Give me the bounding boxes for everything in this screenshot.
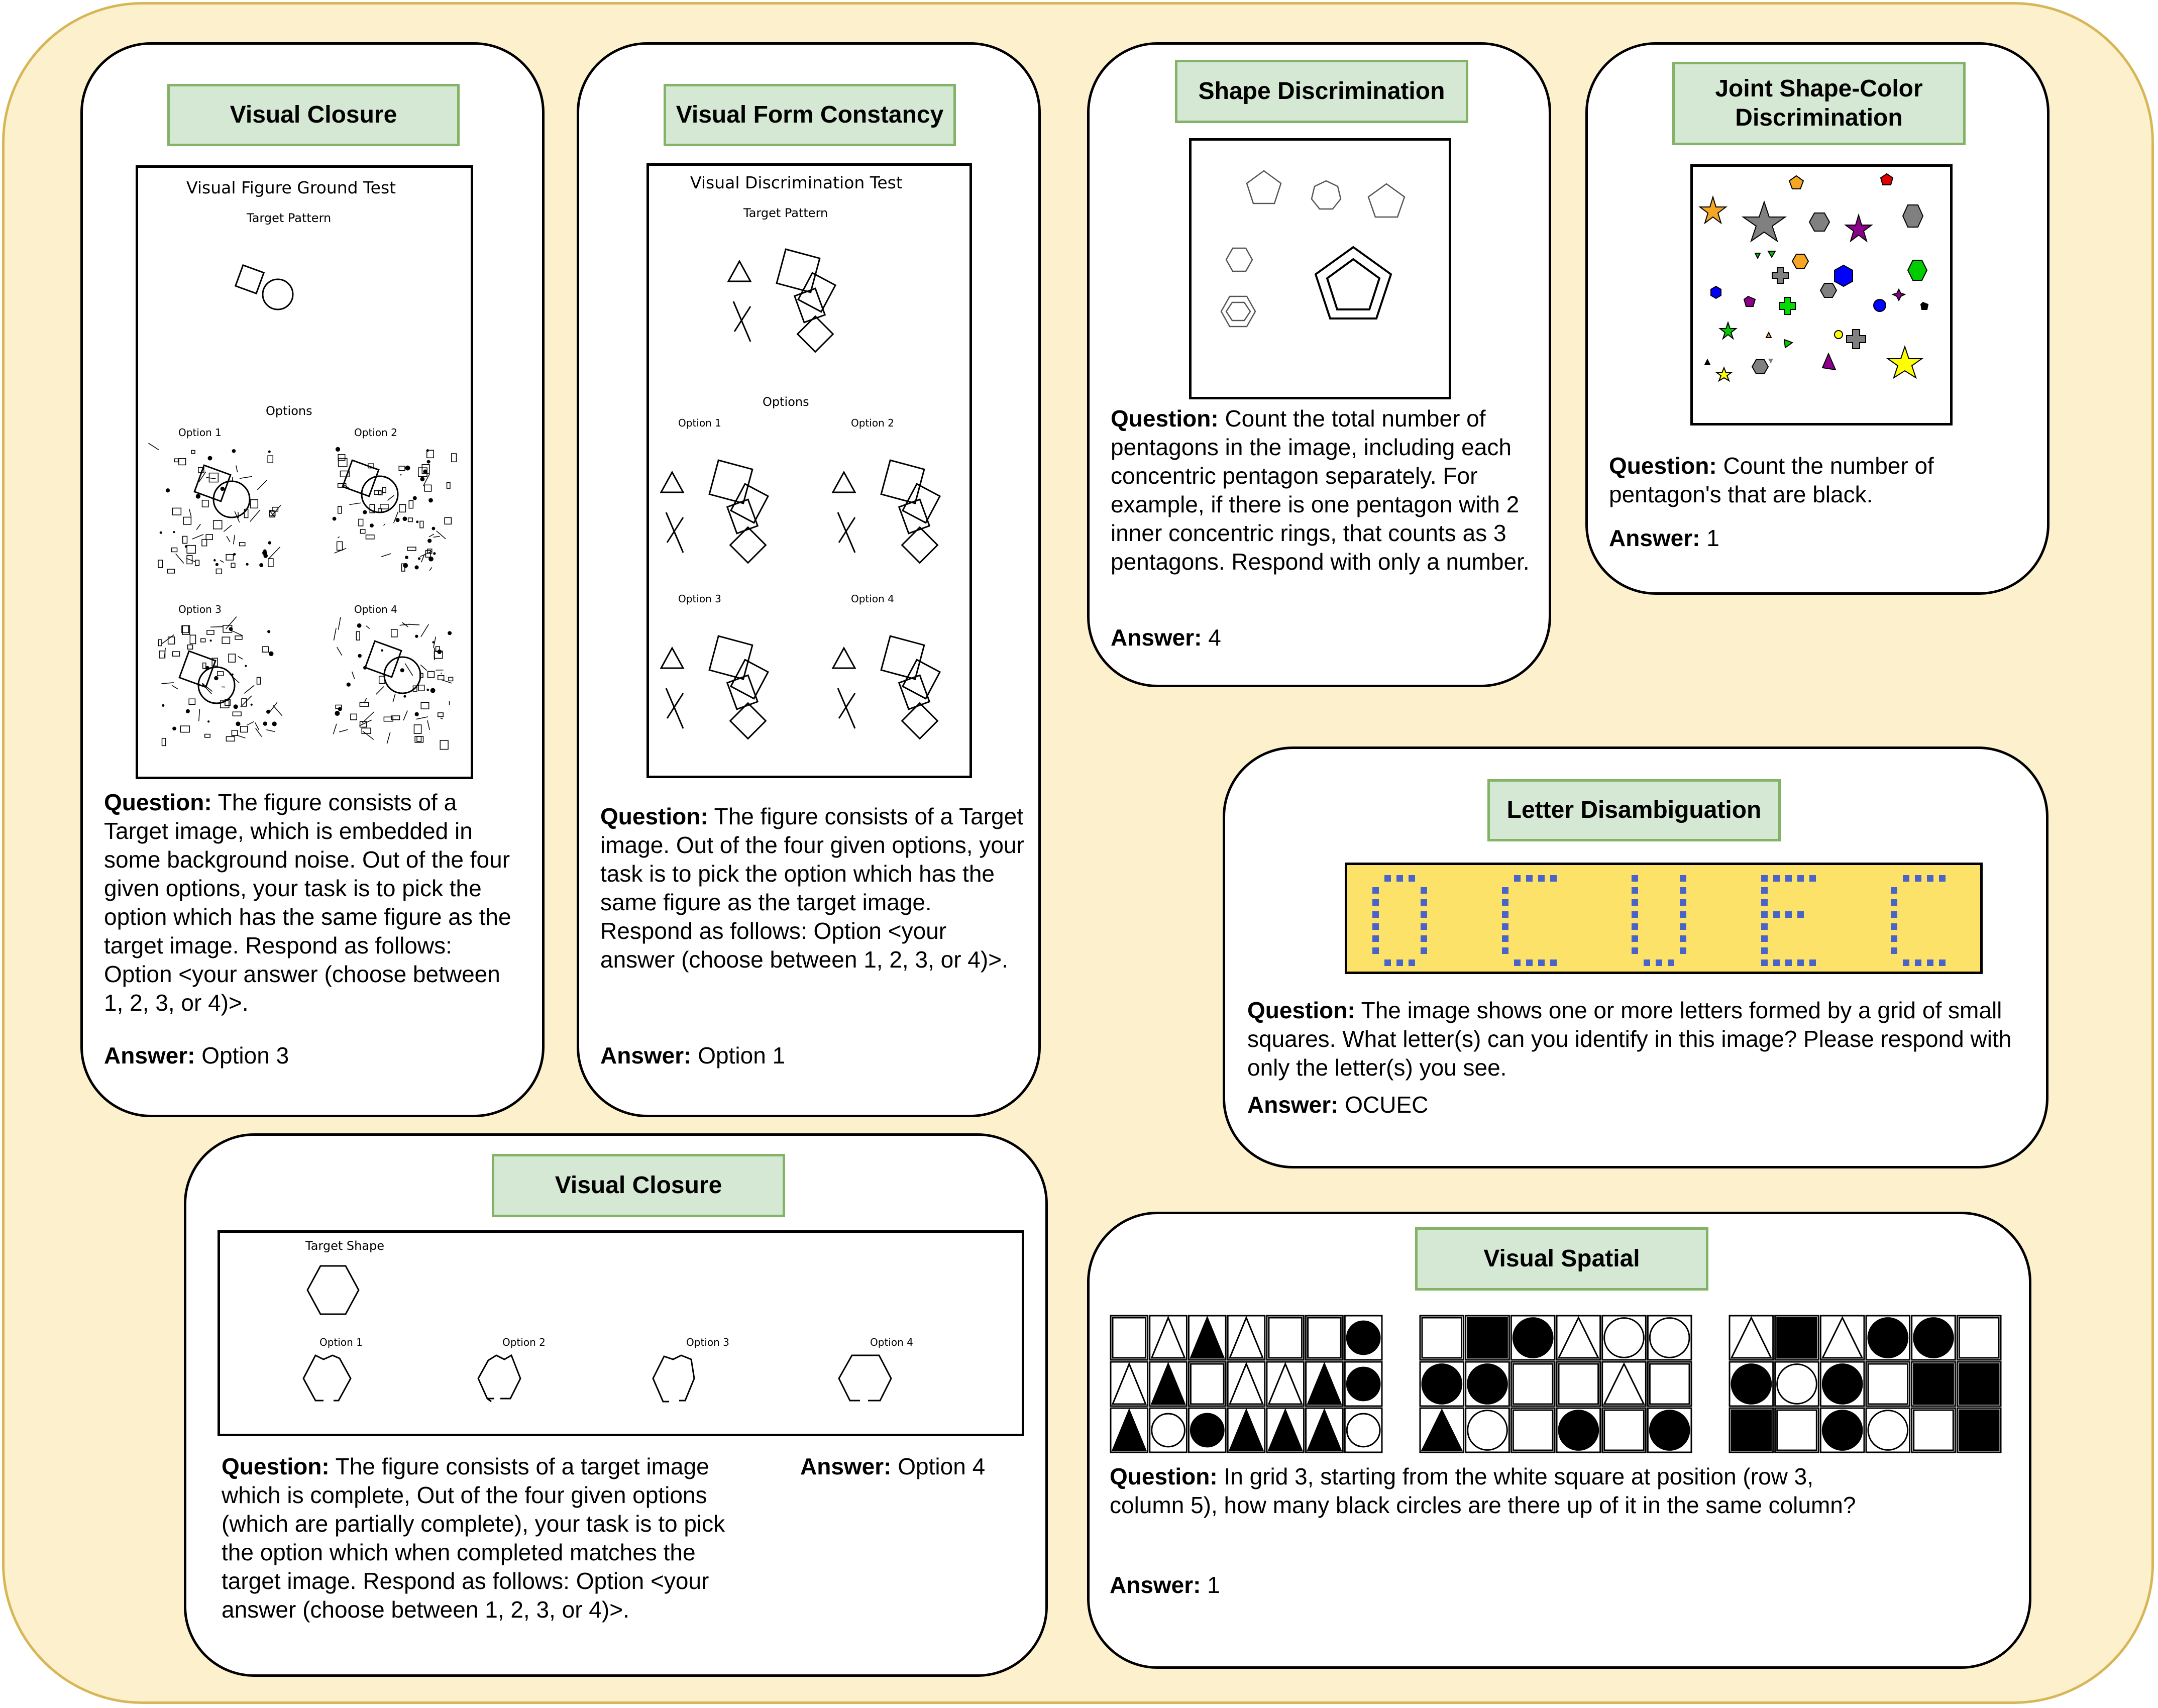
letter-dot bbox=[1668, 959, 1674, 966]
letter-dot bbox=[1891, 899, 1897, 906]
answer-text bbox=[104, 1041, 289, 1070]
grid-cell bbox=[1306, 1408, 1343, 1452]
letter-dot bbox=[1421, 899, 1427, 906]
card-title: Shape Discrimination bbox=[1175, 60, 1468, 123]
option-2-label: Option 2 bbox=[354, 426, 397, 439]
letter-dot bbox=[1372, 935, 1379, 942]
grid-cell bbox=[1345, 1316, 1382, 1360]
option-3-label: Option 3 bbox=[678, 593, 721, 605]
option-4-label: Option 4 bbox=[354, 603, 397, 615]
shape-grid-1 bbox=[1110, 1315, 1383, 1453]
grid-cell bbox=[1866, 1362, 1910, 1406]
letter-dot bbox=[1421, 935, 1427, 942]
letter-dot bbox=[1421, 923, 1427, 930]
grid-cell bbox=[1557, 1316, 1600, 1360]
grid-cell bbox=[1111, 1408, 1148, 1452]
question-body: In grid 3, starting from the white square at position (row 3, column 5), how many black circles are there up of it in the same column? bbox=[1110, 1463, 1856, 1518]
answer-value: 4 bbox=[1208, 624, 1221, 651]
option-4-label: Option 4 bbox=[851, 593, 894, 605]
letter-dot bbox=[1550, 959, 1557, 966]
letter-dot bbox=[1939, 875, 1946, 882]
shape-grid-3 bbox=[1729, 1315, 2002, 1453]
question-body: The figure consists of a target image which is complete, Out of the four given options (which are partially complete), your task is to pick the option which when completed matches the target image. Respond as follows: Option <your answer (choose between 1, 2, 3, or 4)>. bbox=[222, 1453, 725, 1623]
letter-dot bbox=[1680, 899, 1686, 906]
question-label: Question: bbox=[222, 1453, 330, 1479]
grid-cell bbox=[1228, 1316, 1265, 1360]
grid-cell bbox=[1648, 1362, 1691, 1406]
grid-cell bbox=[1557, 1362, 1600, 1406]
target-shape-label: Target Shape bbox=[305, 1239, 385, 1253]
card-title: Visual Spatial bbox=[1415, 1227, 1708, 1291]
letter-dot bbox=[1632, 923, 1638, 930]
letter-dot bbox=[1632, 947, 1638, 954]
letter-dot bbox=[1761, 887, 1768, 894]
question-text bbox=[1609, 452, 2031, 509]
letter-dot bbox=[1939, 959, 1946, 966]
grid-cell bbox=[1150, 1316, 1187, 1360]
card-joint-shape-color bbox=[1585, 42, 2049, 595]
option-1-label: Option 1 bbox=[319, 1336, 363, 1348]
letter-dot bbox=[1538, 959, 1545, 966]
colored-shapes-image bbox=[1690, 164, 1953, 425]
figure-title: Visual Discrimination Test bbox=[690, 173, 903, 192]
letter-dot bbox=[1502, 947, 1508, 954]
letter-dot bbox=[1538, 875, 1545, 882]
card-title: Visual Closure bbox=[167, 84, 460, 146]
grid-cell bbox=[1866, 1408, 1910, 1452]
answer-value: Option 4 bbox=[898, 1453, 986, 1479]
letter-dot bbox=[1891, 947, 1897, 954]
letter-dot bbox=[1891, 935, 1897, 942]
letter-dot bbox=[1761, 935, 1768, 942]
letter-dot bbox=[1421, 947, 1427, 954]
card-visual-closure-figure-ground bbox=[80, 42, 545, 1117]
question-label: Question: bbox=[1110, 1463, 1218, 1489]
letter-dot bbox=[1797, 911, 1804, 918]
grid-cell bbox=[1775, 1316, 1819, 1360]
options-label: Options bbox=[266, 404, 312, 418]
grid-cell bbox=[1111, 1316, 1148, 1360]
letter-dot bbox=[1785, 959, 1792, 966]
answer-value: Option 3 bbox=[201, 1042, 289, 1069]
question-label: Question: bbox=[1609, 453, 1717, 479]
grid-cell bbox=[1267, 1362, 1304, 1406]
grid-cell bbox=[1730, 1362, 1773, 1406]
answer-label: Answer: bbox=[600, 1042, 692, 1069]
card-title: Joint Shape-Color Discrimination bbox=[1672, 62, 1966, 145]
letter-dot bbox=[1372, 947, 1379, 954]
answer-label: Answer: bbox=[1111, 624, 1202, 651]
answer-text bbox=[1609, 524, 1719, 553]
letter-dot bbox=[1773, 911, 1780, 918]
answer-value: Option 1 bbox=[698, 1042, 786, 1069]
grid-cell bbox=[1267, 1316, 1304, 1360]
letter-dot bbox=[1409, 875, 1415, 882]
question-text bbox=[104, 788, 521, 1017]
letter-dot bbox=[1773, 875, 1780, 882]
letter-dot bbox=[1514, 875, 1521, 882]
letter-dot bbox=[1680, 923, 1686, 930]
letter-grid-image bbox=[1345, 863, 1983, 974]
grid-cell bbox=[1189, 1362, 1226, 1406]
letter-dot bbox=[1384, 875, 1391, 882]
card-visual-form-constancy bbox=[577, 42, 1041, 1117]
grid-cell bbox=[1466, 1362, 1509, 1406]
letter-dot bbox=[1785, 911, 1792, 918]
card-shape-discrimination bbox=[1087, 42, 1551, 687]
grid-cell bbox=[1912, 1408, 1956, 1452]
question-body: The figure consists of a Target image, which is embedded in some background noise. Out of the four given options, your task is to pick the option which has the same figure as the target image. Respond as follows: Option <your answer (choose between 1, 2, 3, or 4)>. bbox=[104, 789, 511, 1016]
grid-cell bbox=[1267, 1408, 1304, 1452]
grid-cell bbox=[1189, 1408, 1226, 1452]
letter-dot bbox=[1372, 899, 1379, 906]
question-label: Question: bbox=[1111, 405, 1219, 432]
answer-label: Answer: bbox=[1110, 1572, 1201, 1598]
figure-ground-test-image bbox=[136, 165, 473, 779]
grid-cell bbox=[1511, 1316, 1555, 1360]
figure-ground-drawing bbox=[138, 168, 471, 777]
letter-dot bbox=[1680, 875, 1686, 882]
option-3-label: Option 3 bbox=[686, 1336, 729, 1348]
grid-cell bbox=[1866, 1316, 1910, 1360]
grid-cell bbox=[1150, 1408, 1187, 1452]
question-body: Count the number of pentagon's that are black. bbox=[1609, 453, 1934, 507]
question-label: Question: bbox=[600, 803, 708, 829]
letter-dot bbox=[1644, 959, 1650, 966]
grid-cell bbox=[1466, 1408, 1509, 1452]
grid-cell bbox=[1730, 1408, 1773, 1452]
letter-dot bbox=[1915, 875, 1921, 882]
answer-value: OCUEC bbox=[1345, 1092, 1429, 1118]
letter-dot bbox=[1797, 959, 1804, 966]
hexagon-options-image bbox=[218, 1230, 1024, 1436]
letter-dot bbox=[1797, 875, 1804, 882]
grid-cell bbox=[1957, 1362, 2001, 1406]
letter-dot bbox=[1396, 959, 1403, 966]
grid-cell bbox=[1150, 1362, 1187, 1406]
target-label: Target Pattern bbox=[743, 206, 828, 220]
card-letter-disambiguation bbox=[1223, 746, 2048, 1168]
letter-dot bbox=[1761, 947, 1768, 954]
letter-dot bbox=[1372, 887, 1379, 894]
colored-shapes-drawing bbox=[1693, 167, 1950, 423]
grid-cell bbox=[1820, 1408, 1864, 1452]
letter-dot bbox=[1761, 923, 1768, 930]
grid-cell bbox=[1345, 1408, 1382, 1452]
letter-dot bbox=[1809, 959, 1816, 966]
grid-cell bbox=[1820, 1362, 1864, 1406]
option-1-label: Option 1 bbox=[178, 426, 222, 439]
letter-dot bbox=[1384, 959, 1391, 966]
letter-dot bbox=[1761, 899, 1768, 906]
question-text bbox=[1247, 996, 2031, 1082]
letter-dots-drawing bbox=[1347, 865, 1980, 972]
letter-dot bbox=[1396, 875, 1403, 882]
letter-dot bbox=[1680, 887, 1686, 894]
letter-dot bbox=[1502, 899, 1508, 906]
shape-grid-2 bbox=[1419, 1315, 1692, 1453]
option-1-label: Option 1 bbox=[678, 417, 721, 429]
target-label: Target Pattern bbox=[247, 211, 332, 225]
question-body: The image shows one or more letters formed by a grid of small squares. What letter(s) can you identify in this image? Please respond with only the letter(s) you see. bbox=[1247, 997, 2012, 1081]
hexagon-drawing bbox=[220, 1233, 1022, 1434]
letter-dot bbox=[1409, 959, 1415, 966]
letter-dot bbox=[1903, 959, 1909, 966]
grid-cell bbox=[1775, 1362, 1819, 1406]
option-2-label: Option 2 bbox=[851, 417, 894, 429]
answer-value: 1 bbox=[1207, 1572, 1220, 1598]
form-constancy-drawing bbox=[649, 166, 969, 776]
grid-cell bbox=[1228, 1408, 1265, 1452]
letter-dot bbox=[1891, 887, 1897, 894]
grid-cell bbox=[1511, 1408, 1555, 1452]
letter-dot bbox=[1891, 911, 1897, 918]
grid-cell bbox=[1648, 1316, 1691, 1360]
letter-dot bbox=[1372, 911, 1379, 918]
letter-dot bbox=[1680, 947, 1686, 954]
question-label: Question: bbox=[104, 789, 212, 815]
grid-cell bbox=[1648, 1408, 1691, 1452]
answer-value: 1 bbox=[1706, 525, 1719, 551]
discrimination-test-image bbox=[646, 163, 972, 778]
letter-dot bbox=[1632, 875, 1638, 882]
letter-dot bbox=[1421, 887, 1427, 894]
letter-dot bbox=[1903, 875, 1909, 882]
grid-cell bbox=[1466, 1316, 1509, 1360]
letter-dot bbox=[1680, 935, 1686, 942]
question-text bbox=[600, 802, 1027, 974]
question-label: Question: bbox=[1247, 997, 1355, 1023]
letter-dot bbox=[1526, 959, 1533, 966]
pentagons-image bbox=[1189, 138, 1451, 399]
letter-dot bbox=[1550, 875, 1557, 882]
letter-dot bbox=[1680, 911, 1686, 918]
grid-cell bbox=[1420, 1408, 1464, 1452]
letter-dot bbox=[1773, 959, 1780, 966]
answer-label: Answer: bbox=[104, 1042, 195, 1069]
answer-text bbox=[1247, 1091, 1428, 1119]
grid-cell bbox=[1189, 1316, 1226, 1360]
letter-dot bbox=[1514, 959, 1521, 966]
answer-text bbox=[600, 1041, 785, 1070]
letter-dot bbox=[1785, 875, 1792, 882]
grid-cell bbox=[1957, 1408, 2001, 1452]
grid-cell bbox=[1912, 1362, 1956, 1406]
letter-dot bbox=[1915, 959, 1921, 966]
letter-dot bbox=[1526, 875, 1533, 882]
letter-dot bbox=[1656, 959, 1662, 966]
grid-cell bbox=[1420, 1362, 1464, 1406]
card-visual-closure-hexagon bbox=[184, 1133, 1048, 1677]
grid-cell bbox=[1345, 1362, 1382, 1406]
letter-dot bbox=[1761, 911, 1768, 918]
question-text bbox=[1111, 404, 1533, 576]
letter-dot bbox=[1809, 875, 1816, 882]
letter-dot bbox=[1502, 935, 1508, 942]
card-title: Letter Disambiguation bbox=[1487, 779, 1781, 841]
card-title: Visual Closure bbox=[492, 1154, 785, 1217]
grid-cell bbox=[1306, 1362, 1343, 1406]
grid-cell bbox=[1511, 1362, 1555, 1406]
answer-label: Answer: bbox=[1247, 1092, 1339, 1118]
letter-dot bbox=[1761, 875, 1768, 882]
grid-cell bbox=[1602, 1362, 1646, 1406]
options-label: Options bbox=[763, 395, 809, 409]
grid-cell bbox=[1228, 1362, 1265, 1406]
grid-cell bbox=[1557, 1408, 1600, 1452]
answer-text bbox=[1111, 623, 1221, 652]
card-title: Visual Form Constancy bbox=[664, 84, 956, 146]
question-body: The figure consists of a Target image. Out of the four given options, your task is to pick the option which has the same figure as the target image. Respond as follows: Option <your answer (choose between 1, 2, 3, or 4)>. bbox=[600, 803, 1024, 973]
grid-cell bbox=[1602, 1408, 1646, 1452]
letter-dot bbox=[1632, 911, 1638, 918]
grid-cell bbox=[1420, 1316, 1464, 1360]
answer-text bbox=[800, 1452, 985, 1481]
figure-title: Visual Figure Ground Test bbox=[186, 178, 396, 197]
letter-dot bbox=[1372, 923, 1379, 930]
question-body: Count the total number of pentagons in the image, including each concentric pentagon separately. For example, if there is one pentagon with 2 inner concentric rings, that counts as 3 pentagons. Respond with only a number. bbox=[1111, 405, 1530, 575]
grid-cell bbox=[1602, 1316, 1646, 1360]
letter-dot bbox=[1502, 911, 1508, 918]
option-2-label: Option 2 bbox=[502, 1336, 546, 1348]
grid-cell bbox=[1306, 1316, 1343, 1360]
grid-cell bbox=[1957, 1316, 2001, 1360]
option-3-label: Option 3 bbox=[178, 603, 222, 615]
grid-cell bbox=[1775, 1408, 1819, 1452]
letter-dot bbox=[1632, 899, 1638, 906]
pentagons-drawing bbox=[1192, 141, 1449, 397]
letter-dot bbox=[1891, 923, 1897, 930]
letter-dot bbox=[1502, 887, 1508, 894]
answer-label: Answer: bbox=[800, 1453, 892, 1479]
option-4-label: Option 4 bbox=[870, 1336, 913, 1348]
grid-cell bbox=[1912, 1316, 1956, 1360]
card-visual-spatial bbox=[1087, 1212, 2031, 1669]
grid-cell bbox=[1730, 1316, 1773, 1360]
letter-dot bbox=[1632, 935, 1638, 942]
letter-dot bbox=[1632, 887, 1638, 894]
letter-dot bbox=[1421, 911, 1427, 918]
answer-label: Answer: bbox=[1609, 525, 1700, 551]
question-text bbox=[1110, 1462, 1863, 1520]
letter-dot bbox=[1927, 959, 1933, 966]
question-text bbox=[222, 1452, 744, 1624]
grid-cell bbox=[1111, 1362, 1148, 1406]
letter-dot bbox=[1927, 875, 1933, 882]
letter-dot bbox=[1761, 959, 1768, 966]
letter-dot bbox=[1502, 923, 1508, 930]
answer-text bbox=[1110, 1571, 1220, 1599]
grid-cell bbox=[1820, 1316, 1864, 1360]
